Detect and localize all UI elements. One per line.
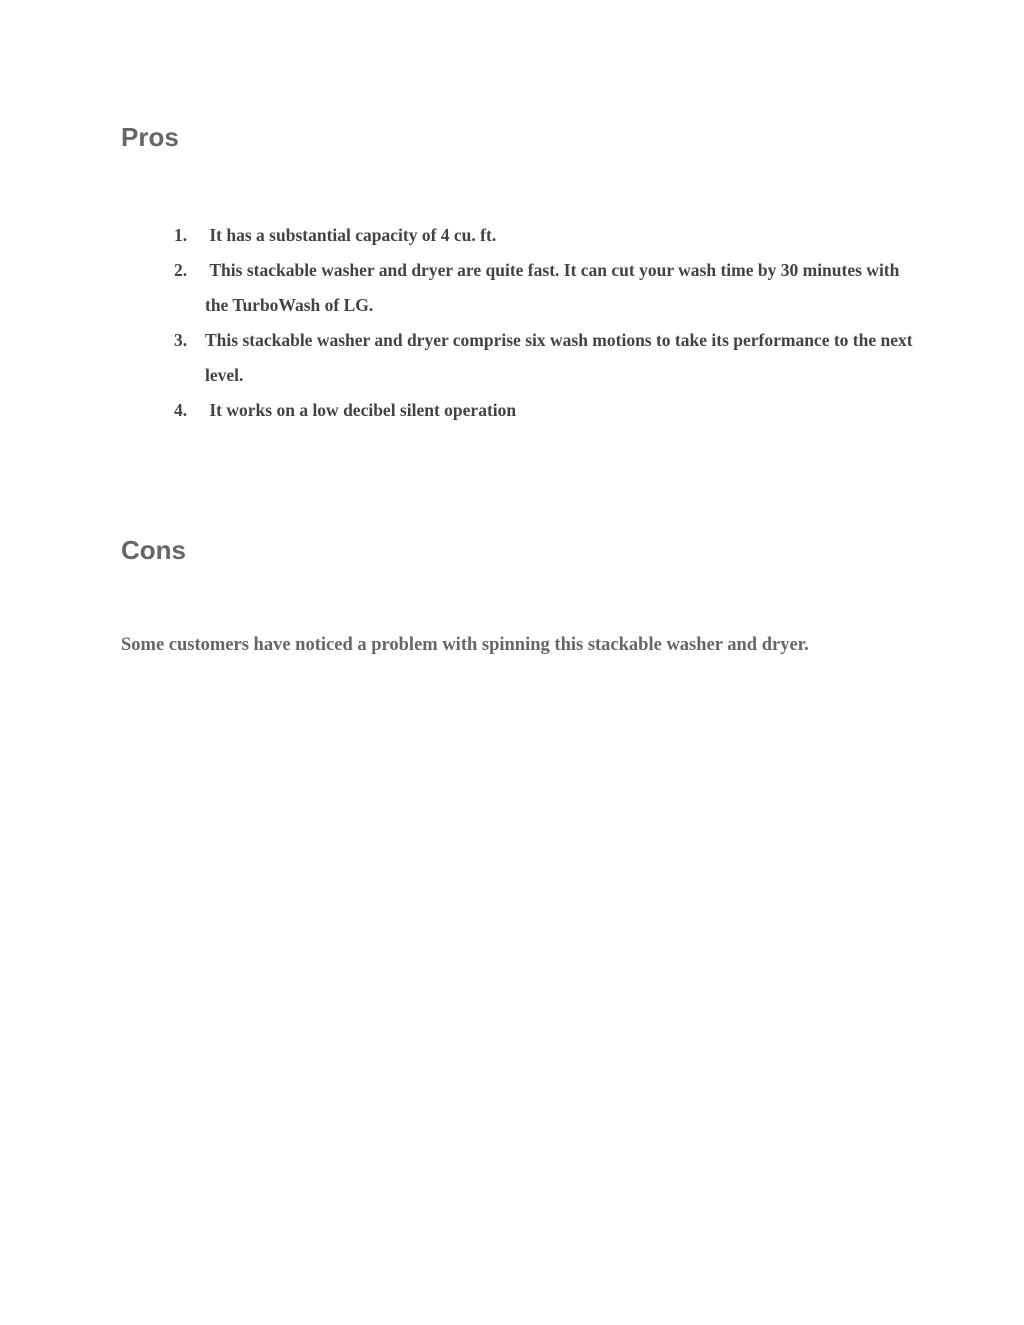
list-item-number: 3. (174, 330, 188, 350)
list-item-number: 1. (174, 225, 188, 245)
list-item-text: This stackable washer and dryer are quite fast. It can cut your wash time by 30 minutes with the TurboWash of LG. (205, 260, 904, 315)
list-item-text: It works on a low decibel silent operation (205, 400, 517, 420)
cons-paragraph: Some customers have noticed a problem with spinning this stackable washer and dryer. (121, 635, 809, 655)
list-item-number: 4. (174, 400, 188, 420)
list-item (174, 218, 914, 253)
list-item-text: This stackable washer and dryer comprise six wash motions to take its performance to the next level. (205, 330, 917, 385)
cons-heading: Cons (121, 535, 186, 565)
list-item (174, 253, 914, 323)
pros-heading: Pros (121, 122, 179, 152)
list-item-number: 2. (174, 260, 188, 280)
list-item (174, 393, 914, 428)
list-item (174, 323, 917, 393)
list-item-text: It has a substantial capacity of 4 cu. ft. (205, 225, 497, 245)
pros-list (174, 218, 917, 428)
